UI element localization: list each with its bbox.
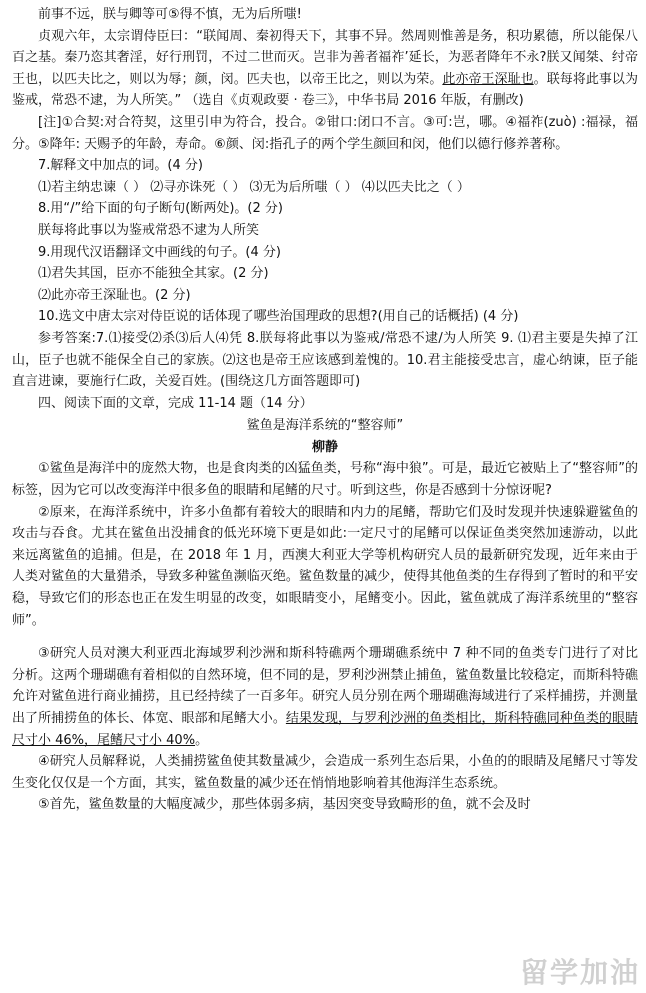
- question-7-items: ⑴若主纳忠谏（ ） ⑵寻亦诛死（ ） ⑶无为后所嗤（ ） ⑷以匹夫比之（ ）: [38, 179, 470, 195]
- question-9-part-2: ⑵此亦帝王深耻也。(2 分): [38, 287, 191, 303]
- underlined-sentence: 结果发现，与罗利沙洲的鱼类相比，斯科特礁同种鱼类的眼睛尺寸小 46%，尾鳍尺寸小 40%: [12, 711, 638, 748]
- section-heading: 四、阅读下面的文章，完成 11-14 题（14 分）: [38, 395, 313, 411]
- article-author: 柳静: [311, 439, 338, 455]
- article-paragraph-3: [12, 643, 638, 751]
- question-8-text: 朕每将此事以为鉴戒常恐不逮为人所笑: [38, 222, 260, 238]
- article-paragraph-5: ⑤首先，鲨鱼数量的大幅度减少，那些体弱多病，基因突变导致畸形的鱼，就不会及时: [38, 797, 531, 813]
- text-segment: 。联每将此事以为鉴戒，常恐不逮，为人所笑。” （选自《贞观政要 · 卷三》，中华书局 2016 年版，有删改): [12, 71, 638, 109]
- question-9-part-1: ⑴君失其国，臣亦不能独全其家。(2 分): [38, 266, 269, 282]
- article-title: 鲨鱼是海洋系统的“整容师”: [246, 418, 404, 434]
- article-paragraph-1: ①鲨鱼是海洋中的庞然大物，也是食肉类的凶猛鱼类，号称“海中狼”。可是，最近它被贴上了“整容师”的标签，因为它可以改变海洋中很多鱼的眼睛和尾鳍的尺寸。听到这些，你是否感到十分惊讶呢?: [12, 461, 638, 499]
- spacer: [12, 631, 638, 643]
- question-9: 9.用现代汉语翻译文中画线的句子。(4 分): [38, 244, 281, 260]
- reference-answer: 参考答案:7.⑴接受⑵杀⑶后人⑷凭 8.朕每将此事以为鉴戒/常恐不逮/为人所笑 9. ⑴君主要是失掉了江山，臣子也就不能保全自己的家族。⑵这也是帝王应该感到羞愧的。10.君主能接受忠言，虚心纳谏，臣子能直言进谏，要施行仁政，关爱百姓。(围绕这几方面答题即可): [12, 330, 638, 390]
- article-paragraph-4: ④研究人员解释说，人类捕捞鲨鱼使其数量减少，会造成一系列生态后果，小鱼的的眼睛及尾鳍尺寸等发生变化仅仅是一个方面，其实，鲨鱼数量的减少还在悄悄地影响着其他海洋生态系统。: [12, 754, 638, 791]
- annotation-notes: [注]①合契:对合符契，这里引申为符合，投合。②钳口:闭口不言。③可:岂，哪。④福祚(zuò) :福禄，福分。⑤降年: 天赐予的年龄，寿命。⑥颜、闵:指孔子的两个学生颜回和闵，他们以德行修养著称。: [12, 114, 638, 152]
- text-segment: 。: [195, 732, 209, 748]
- article-paragraph-2: ②原来，在海洋系统中，许多小鱼都有着较大的眼睛和内力的尾鳍，帮助它们及时发现并快速躲避鲨鱼的攻击与吞食。尤其在鲨鱼出没捕食的低光环境下更是如此:一定尺寸的尾鳍可以保证鱼类突然加速游动，以此来远离鲨鱼的追捕。但是，在 2018 年 1 月，西澳大利亚大学等机构研究人员的最新研究发现，近年来由于人类对鲨鱼的大量猎杀，导致多种鲨鱼濒临灭绝。鲨鱼数量的减少，使得其他鱼类的生存得到了暂时的和平安稳，导致它们的形态也正在发生明显的改变，如眼睛变小，尾鳍变小。因此，鲨鱼就成了海洋系统里的“整容师”。: [12, 504, 638, 628]
- question-10: 10.选文中唐太宗对侍臣说的话体现了哪些治国理政的思想?(用自己的话概括) (4 分): [38, 309, 519, 325]
- paragraph-intro: 前事不远，朕与卿等可⑤得不慎，无为后所嗤!: [38, 7, 302, 22]
- underlined-sentence: 此亦帝王深耻也: [442, 71, 534, 87]
- text-segment: ③研究人员对澳大利亚西北海域罗利沙洲和斯科特礁两个珊瑚礁系统中 7 种不同的鱼类专门进行了对比分析。这两个珊瑚礁有着相似的自然环境，但不同的是，罗利沙洲禁止捕鱼，鲨鱼数量比较稳定，而斯科特礁允许对鲨鱼进行商业捕捞，且已经持续了一百多年。研究人员分别在两个珊瑚礁海域进行了采样捕捞，并测量出了所捕捞鱼的体长、体宽、眼部和尾鳍大小。: [12, 646, 638, 726]
- question-7: 7.解释文中加点的词。(4 分): [38, 158, 203, 174]
- watermark-logo: 留学加油: [519, 956, 640, 989]
- text-segment: 贞观六年，太宗谓侍臣曰：“联闻周、秦初得天下，其事不异。然周则惟善是务，积功累德，所以能保八百之基。秦乃恣其奢淫，好行刑罚，不过二世而灭。岂非为善者福祚’延长，为恶者降年不永?朕又闻桀、纣帝王也，以匹夫比之，则以为辱；颜，闵。匹夫也，以帝王比之，则以为荣。: [12, 28, 638, 87]
- paragraph-taizong: [12, 26, 638, 112]
- question-8: 8.用“/”给下面的句子断句(断两处)。(2 分): [38, 201, 283, 217]
